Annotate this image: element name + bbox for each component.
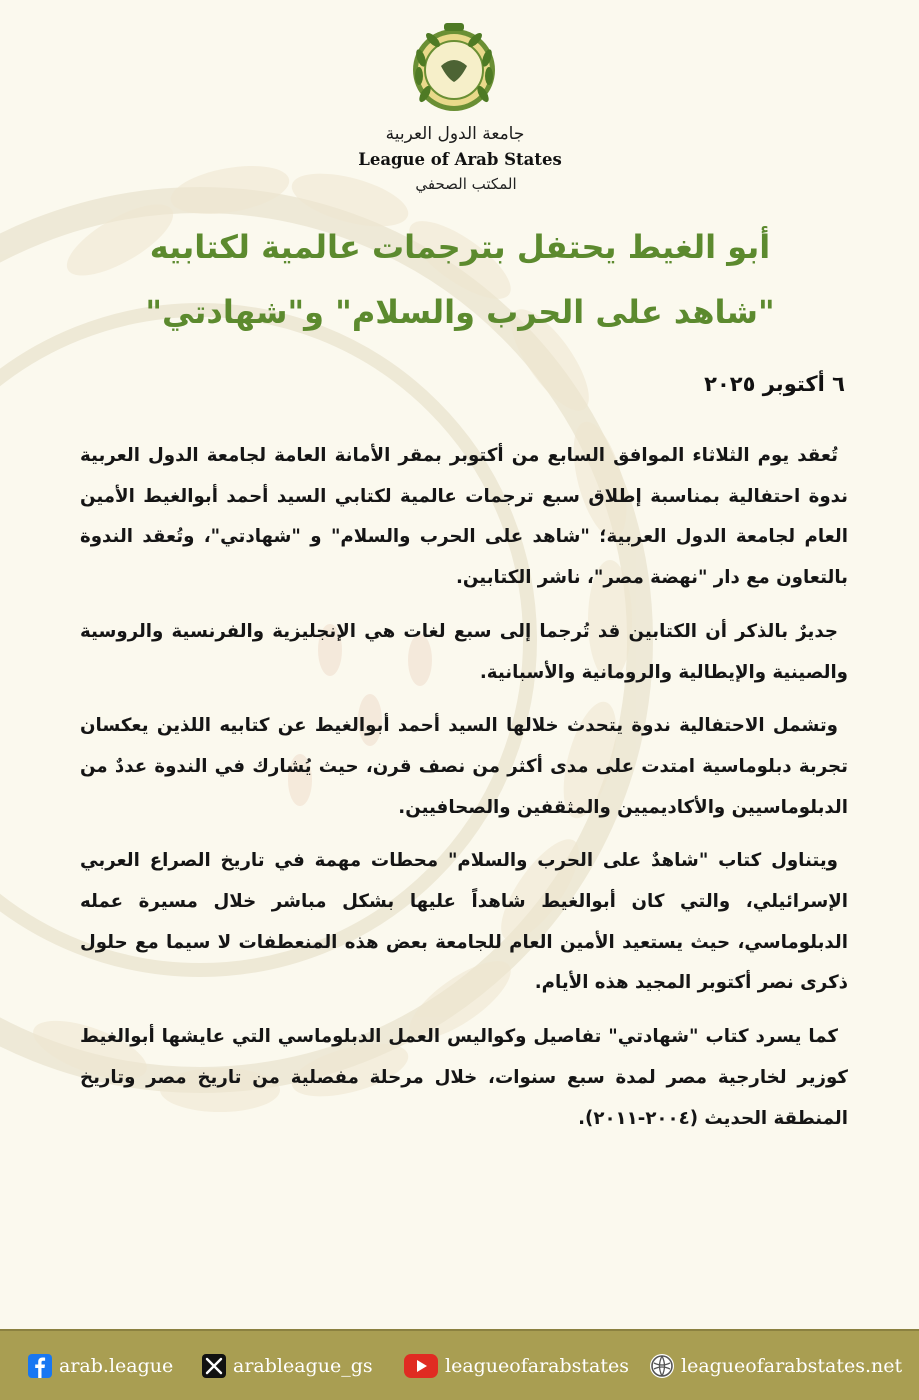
x-link[interactable]: [202, 1351, 373, 1381]
paragraph: جديرٌ بالذكر أن الكتابين قد تُرجما إلى سبع لغات هي الإنجليزية والفرنسية والروسية والصينية والإيطالية والرومانية والأسبانية.: [80, 620, 848, 683]
x-handle: arableague_gs: [233, 1355, 373, 1377]
paragraph: تُعقد يوم الثلاثاء الموافق السابع من أكتوبر بمقر الأمانة العامة لجامعة الدول العربية ندوة احتفالية بمناسبة إطلاق سبع ترجمات عالمية لكتابي السيد أحمد أبوالغيط الأمين العام لجامعة الدول العربية؛ "شاهد على الحرب والسلام" و "شهادتي"، وتُعقد الندوة بالتعاون مع دار "نهضة مصر"، ناشر الكتابين.: [80, 445, 848, 589]
social-footer: [0, 1329, 919, 1400]
x-icon: [202, 1354, 226, 1378]
facebook-handle: arab.league: [59, 1355, 174, 1377]
website-link[interactable]: [650, 1351, 902, 1381]
footer-divider: [0, 1329, 919, 1331]
org-name-arabic: جامعة الدول العربية: [385, 124, 525, 144]
article-body: [80, 436, 848, 1152]
headline-line-2: "شاهد على الحرب والسلام" و"شهادتي": [145, 293, 775, 331]
globe-icon: [650, 1354, 674, 1378]
org-name-english: League of Arab States: [358, 150, 562, 169]
release-date: ٦ أكتوبر ٢٠٢٥: [704, 372, 845, 396]
paragraph: كما يسرد كتاب "شهادتي" تفاصيل وكواليس العمل الدبلوماسي التي عايشها أبوالغيط كوزير لخارجية مصر لمدة سبع سنوات، خلال مرحلة مفصلية من تاريخ مصر وتاريخ المنطقة الحديث (٢٠٠٤-٢٠١١).: [80, 1026, 848, 1129]
headline-line-1: أبو الغيط يحتفل بترجمات عالمية لكتابيه: [149, 228, 771, 266]
youtube-link[interactable]: [404, 1351, 629, 1381]
facebook-icon: [28, 1354, 52, 1378]
website-url: leagueofarabstates.net: [681, 1355, 903, 1377]
youtube-handle: leagueofarabstates: [445, 1355, 630, 1377]
paragraph: ويتناول كتاب "شاهدٌ على الحرب والسلام" محطات مهمة في تاريخ الصراع العربي الإسرائيلي، والتي كان أبوالغيط شاهداً عليها بشكل مباشر خلال مسيرة عمله الدبلوماسي، حيث يستعيد الأمين العام للجامعة بعض هذه المنعطفات لا سيما مع حلول ذكرى نصر أكتوبر المجيد هذه الأيام.: [80, 850, 848, 994]
header: [0, 0, 919, 220]
paragraph: وتشمل الاحتفالية ندوة يتحدث خلالها السيد أحمد أبوالغيط عن كتابيه اللذين يعكسان تجربة دبلوماسية امتدت على مدى أكثر من نصف قرن، حيث يُشارك في الندوة عددٌ من الدبلوماسيين والأكاديميين والمثقفين والصحافيين.: [80, 715, 848, 818]
facebook-link[interactable]: [28, 1351, 173, 1381]
youtube-icon: [404, 1354, 438, 1378]
league-seal-logo: [411, 18, 497, 122]
press-office-label: المكتب الصحفي: [415, 175, 517, 193]
